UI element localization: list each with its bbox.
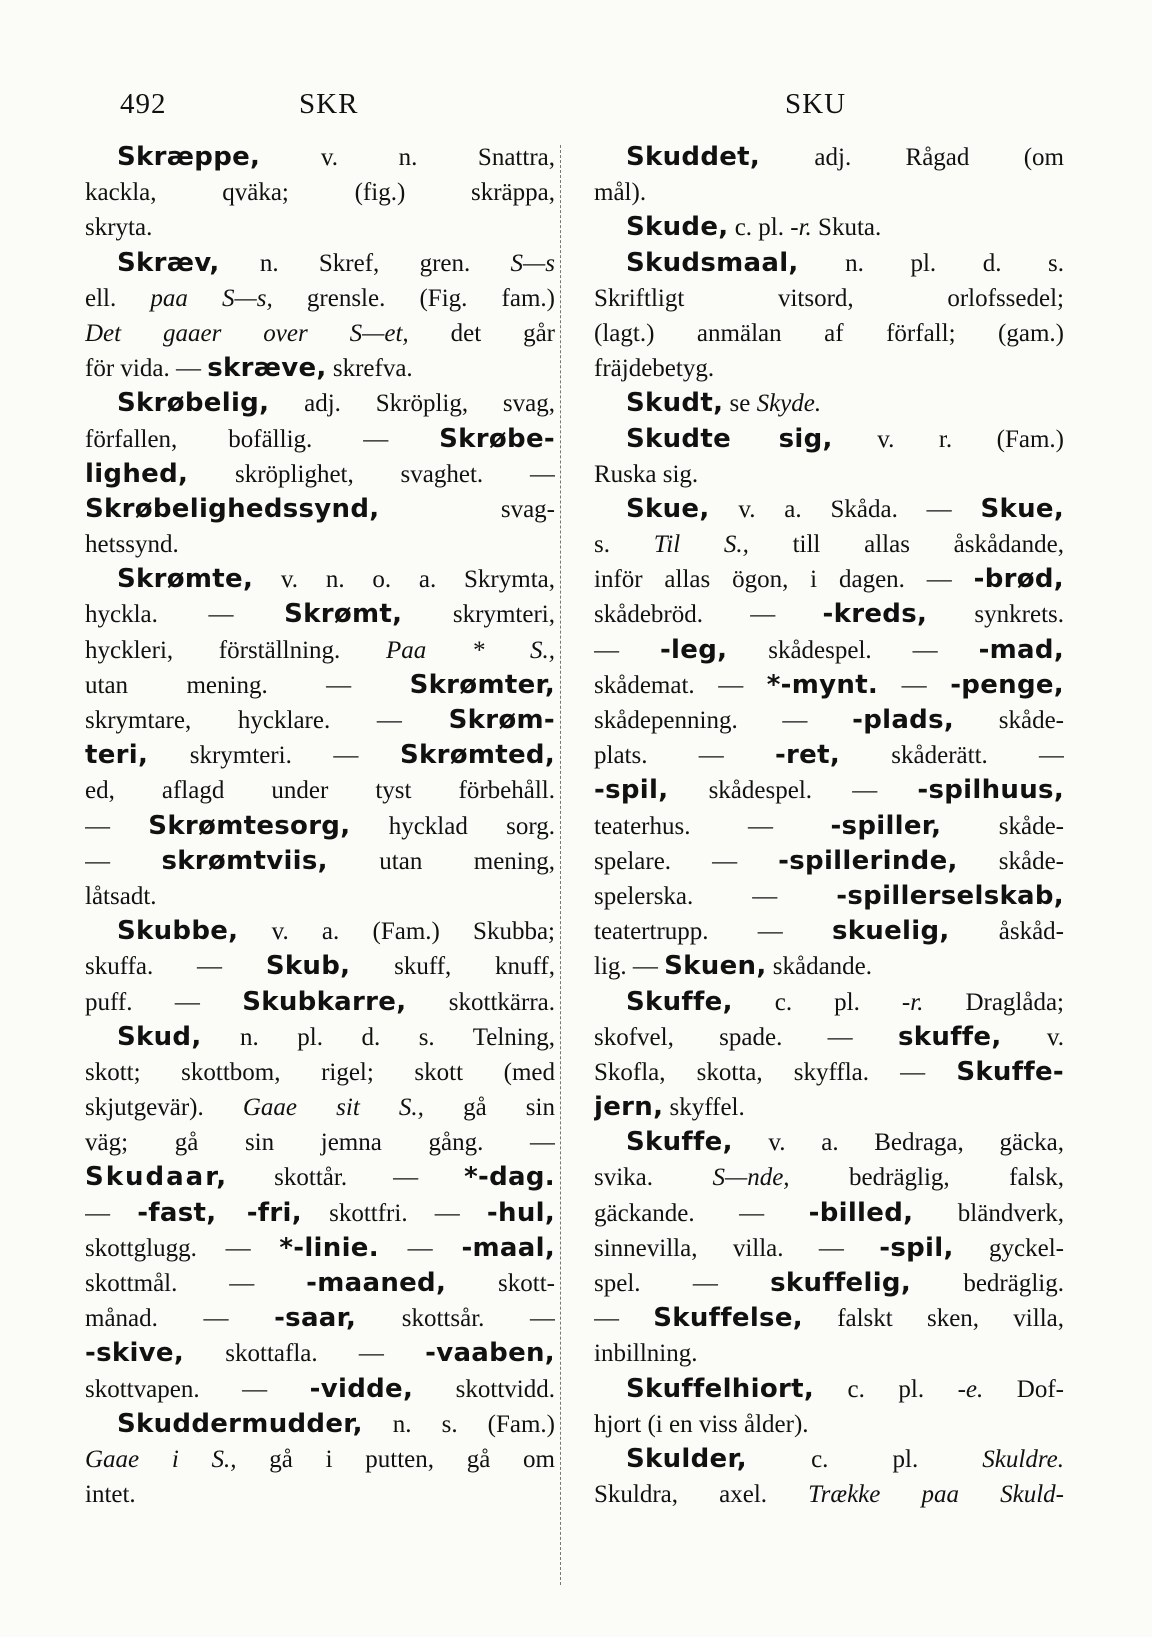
headword: skuelig, [831, 916, 950, 947]
definition-text: v. [1001, 1023, 1064, 1051]
definition-text: Ruska sig. [594, 460, 699, 488]
definition-text: svika. [594, 1164, 713, 1192]
text-line [594, 1196, 1064, 1231]
left-catchword: SKR [299, 88, 359, 120]
definition-text: skåde- [954, 707, 1064, 734]
text-line [594, 1372, 1064, 1407]
definition-text: kackla, qväka; (fig.) skräppa, [85, 179, 555, 207]
definition-text: skottfri. — [301, 1199, 487, 1227]
italic-phrase: Trække paa Skuld- [808, 1481, 1064, 1509]
text-line [594, 809, 1064, 844]
text-line [594, 1477, 1064, 1512]
headword: -fast, -fri, [137, 1197, 302, 1228]
definition-text: bedräglig. [911, 1270, 1064, 1297]
text-line [85, 879, 555, 914]
definition-text: skådepenning. — [594, 707, 853, 734]
text-line [85, 773, 555, 808]
definition-text: skuffa. — [85, 953, 266, 981]
headword: Skrømt, [284, 599, 403, 630]
left-column [85, 140, 555, 1512]
definition-text: skyffel. [663, 1094, 745, 1122]
definition-text: n. s. (Fam.) [362, 1410, 555, 1438]
text-line [85, 1301, 555, 1336]
headword: Skrømter, [409, 669, 555, 700]
definition-text: mål). [594, 179, 647, 207]
definition-text: hetssynd. [85, 531, 179, 559]
headword: *-mynt. [766, 669, 879, 700]
definition-text: v. a. Bedraga, gäcka, [732, 1129, 1064, 1157]
right-catchword: SKU [785, 88, 847, 120]
text-line [85, 1160, 555, 1195]
definition-text: svag- [379, 495, 555, 523]
headword: Skrømtesorg, [148, 810, 351, 841]
definition-text: n. pl. d. s. [798, 249, 1064, 277]
headword: Skulder, [626, 1443, 747, 1474]
definition-text: Skuta. [811, 214, 882, 242]
text-line [594, 1266, 1064, 1301]
definition-text: skådande. [766, 953, 873, 981]
italic-phrase: Paa * S., [385, 636, 555, 664]
headword: -maal, [461, 1232, 555, 1263]
definition-text: n. Skref, gren. [219, 249, 511, 277]
definition-text: skådespel. — [727, 636, 979, 664]
headword: Skrømted, [399, 740, 555, 771]
text-line [85, 351, 555, 386]
headword: -plads, [852, 705, 955, 735]
text-line [594, 1125, 1064, 1160]
italic-phrase: -e. [957, 1375, 984, 1403]
text-line [594, 1336, 1064, 1371]
italic-phrase: Det gaaer over S—et, [85, 319, 409, 347]
italic-phrase: Skuldre. [982, 1445, 1064, 1473]
text-line [85, 386, 555, 421]
text-line [594, 1020, 1064, 1055]
definition-text: skjutgevär). [85, 1094, 243, 1122]
text-line [85, 668, 555, 703]
text-line [85, 1090, 555, 1125]
text-line [594, 562, 1064, 597]
definition-text: Dof- [983, 1375, 1064, 1403]
definition-text: skrymteri, [402, 601, 555, 629]
headword: skuffelig, [770, 1268, 912, 1298]
definition-text: skrymtare, hycklare. — [85, 707, 449, 734]
text-line [85, 527, 555, 562]
italic-phrase: paa S—s, [150, 284, 273, 312]
definition-text: skott; skottbom, rigel; skott (med [85, 1058, 555, 1086]
definition-text: v. n. o. a. Skrymta, [253, 566, 555, 594]
definition-text: låtsadt. [85, 882, 157, 910]
definition-text: skottsår. — [356, 1305, 555, 1333]
text-line [85, 1125, 555, 1160]
text-line [594, 738, 1064, 773]
headword: Skrømte, [117, 564, 254, 595]
text-line [85, 422, 555, 457]
headword: *-dag. [464, 1162, 555, 1193]
text-line [85, 597, 555, 632]
column-divider [560, 145, 561, 1585]
headword: skrømtviis, [161, 845, 328, 876]
headword: -hul, [486, 1197, 555, 1228]
italic-phrase: -r. [790, 214, 812, 242]
definition-text: månad. — [85, 1305, 275, 1333]
text-line [594, 1301, 1064, 1336]
definition-text: åskåd- [949, 918, 1064, 946]
definition-text: skofvel, spade. — [594, 1023, 899, 1051]
definition-text: inför allas ögon, i dagen. — [594, 566, 974, 594]
text-line [594, 914, 1064, 949]
definition-text: Skriftligt vitsord, orlofssedel; [594, 284, 1064, 312]
definition-text: — [85, 1199, 138, 1227]
headword: Skrøm- [448, 705, 555, 735]
headword: Skue, [980, 493, 1064, 524]
headword: -saar, [274, 1303, 357, 1334]
text-line [594, 844, 1064, 879]
definition-text: gå sin [423, 1094, 555, 1122]
text-line [594, 597, 1064, 632]
text-line [85, 210, 555, 245]
definition-text: skuff, knuff, [350, 953, 555, 981]
definition-text: skådemat. — [594, 671, 767, 699]
text-line [85, 316, 555, 351]
headword: -spilhuus, [917, 775, 1064, 806]
headword: Skuffe- [956, 1056, 1064, 1087]
definition-text: — [85, 847, 162, 875]
headword: Skudte sig, [626, 423, 833, 454]
definition-text: ell. [85, 284, 151, 312]
definition-text: skrefva. [326, 355, 413, 383]
text-line [594, 492, 1064, 527]
definition-text: s. [594, 531, 654, 559]
definition-text: utan mening. — [85, 671, 410, 699]
headword: Skud, [117, 1021, 202, 1052]
page-header [0, 88, 1152, 128]
page-number: 492 [120, 88, 167, 120]
headword: Skuffelse, [653, 1303, 803, 1334]
text-line [594, 316, 1064, 351]
definition-text: skottvidd. [413, 1375, 555, 1403]
headword: -leg, [659, 634, 728, 665]
text-line [85, 633, 555, 668]
headword: Skudaar, [85, 1162, 229, 1193]
definition-text: skröplighet, svaghet. — [188, 460, 555, 488]
text-line [594, 773, 1064, 808]
headword: -ret, [774, 740, 841, 771]
text-line [594, 246, 1064, 281]
text-line [594, 175, 1064, 210]
definition-text: — [378, 1234, 462, 1262]
headword: Skuffe, [626, 986, 733, 1017]
headword: Skræv, [117, 247, 220, 278]
headword: Skue, [626, 493, 710, 524]
text-line [85, 457, 555, 492]
text-line [594, 703, 1064, 738]
definition-text: synkrets. [927, 601, 1064, 629]
headword: Skudsmaal, [626, 247, 799, 278]
text-line [85, 1055, 555, 1090]
definition-text: (lagt.) anmälan af förfall; (gam.) [594, 319, 1064, 347]
definition-text: Draglåda; [923, 988, 1064, 1016]
definition-text: n. pl. d. s. Telning, [201, 1023, 555, 1051]
text-line [594, 879, 1064, 914]
italic-phrase: Skyde. [756, 390, 822, 418]
definition-text: c. pl. [814, 1375, 958, 1403]
definition-text: puff. — [85, 988, 243, 1016]
definition-text: — [85, 812, 149, 840]
text-line [594, 422, 1064, 457]
text-line [594, 1231, 1064, 1266]
headword: Skuen, [664, 951, 767, 982]
text-line [594, 527, 1064, 562]
text-line [85, 492, 555, 527]
text-line [594, 281, 1064, 316]
definition-text: c. pl. [746, 1445, 983, 1473]
italic-phrase: S—s [510, 249, 555, 277]
text-line [594, 457, 1064, 492]
definition-text: det går [408, 319, 555, 347]
headword: -penge, [950, 669, 1064, 700]
text-line [594, 633, 1064, 668]
definition-text: ed, aflagd under tyst förbehåll. [85, 777, 555, 805]
text-line [594, 1442, 1064, 1477]
text-line [85, 281, 555, 316]
definition-text: spelerska. — [594, 882, 837, 910]
headword: Skrøbe- [439, 423, 555, 454]
text-line [85, 1477, 555, 1512]
headword: -billed, [808, 1197, 914, 1228]
headword: lighed, [85, 458, 189, 489]
definition-text: hyckleri, förställning. [85, 636, 386, 664]
definition-text: gå i putten, gå om [236, 1445, 555, 1473]
text-line [85, 809, 555, 844]
definition-text: förfallen, bofällig. — [85, 425, 440, 453]
headword: -spil, [594, 775, 669, 806]
headword: -spillerinde, [778, 845, 958, 876]
italic-phrase: Gaae sit S., [242, 1094, 424, 1122]
definition-text: hyckla. — [85, 601, 285, 629]
text-line [85, 1407, 555, 1442]
text-line [85, 738, 555, 773]
definition-text: skott- [446, 1270, 555, 1297]
headword: -maaned, [306, 1268, 447, 1298]
text-line [594, 1055, 1064, 1090]
headword: teri, [85, 740, 149, 771]
headword: -spillerselskab, [836, 880, 1064, 911]
text-line [85, 175, 555, 210]
definition-text: plats. — [594, 742, 775, 770]
headword: skræve, [207, 353, 327, 384]
text-line [85, 562, 555, 597]
headword: Skuddermudder, [117, 1408, 363, 1439]
headword: -brød, [973, 564, 1064, 595]
definition-text: skådespel. — [668, 777, 918, 805]
italic-phrase: Til S., [653, 531, 749, 559]
definition-text: v. a. (Fam.) Skubba; [238, 918, 555, 946]
definition-text: — [878, 671, 951, 699]
headword: Skudt, [626, 388, 724, 419]
definition-text: — [594, 636, 660, 664]
definition-text: skrymteri. — [148, 742, 400, 770]
text-line [594, 351, 1064, 386]
definition-text: adj. Rågad (om [760, 144, 1064, 171]
definition-text: gyckel- [953, 1234, 1064, 1262]
definition-text: teatertrupp. — [594, 918, 832, 946]
definition-text: — [594, 1305, 654, 1333]
headword: -spiller, [830, 810, 942, 841]
headword: -skive, [85, 1338, 185, 1369]
definition-text: spel. — [594, 1270, 771, 1297]
headword: Skuffe, [626, 1127, 733, 1158]
headword: Skubbe, [117, 916, 239, 947]
text-line [594, 140, 1064, 175]
definition-text: spelare. — [594, 847, 779, 875]
definition-text: hjort (i en viss ålder). [594, 1410, 809, 1438]
definition-text: till allas åskådande, [748, 531, 1064, 559]
headword: skuffe, [898, 1021, 1002, 1052]
text-line [594, 949, 1064, 984]
text-line [594, 1160, 1064, 1195]
italic-phrase: -r. [901, 988, 924, 1016]
text-line [85, 1196, 555, 1231]
headword: -vidde, [309, 1373, 414, 1404]
text-line [85, 1442, 555, 1477]
definition-text: utan mening, [327, 847, 555, 875]
headword: -kreds, [822, 599, 928, 630]
definition-text: falskt sken, villa, [802, 1305, 1064, 1333]
definition-text: se [723, 390, 757, 418]
definition-text: c. pl. [732, 988, 902, 1016]
definition-text: grenslе. (Fig. fam.) [272, 284, 555, 312]
italic-phrase: S—nde, [712, 1164, 790, 1192]
headword: -mad, [978, 634, 1064, 665]
definition-text: väg; gå sin jemna gång. — [85, 1129, 555, 1157]
definition-text: skåderätt. — [840, 742, 1064, 770]
headword: *-linie. [279, 1232, 379, 1263]
headword: Skub, [265, 951, 351, 982]
definition-text: gäckande. — [594, 1199, 809, 1227]
text-line [85, 985, 555, 1020]
headword: Skrøbelighedssynd, [85, 493, 380, 524]
text-line [85, 140, 555, 175]
definition-text: skottår. — [228, 1164, 465, 1192]
text-line [85, 1231, 555, 1266]
text-line [85, 914, 555, 949]
headword: Skræppe, [117, 142, 261, 172]
headword: Skuddet, [626, 142, 761, 172]
headword: Skrøbelig, [117, 388, 270, 419]
headword: Skuffelhiort, [626, 1373, 815, 1404]
definition-text: adj. Skröplig, svag, [269, 390, 555, 418]
definition-text: skottkärra. [406, 988, 555, 1016]
definition-text: lig. — [594, 953, 665, 981]
definition-text: teaterhus. — [594, 812, 831, 840]
headword: -spil, [879, 1232, 954, 1263]
definition-text: för vida. — [85, 355, 208, 383]
text-line [594, 985, 1064, 1020]
definition-text: hycklad sorg. [350, 812, 555, 840]
headword: Skubkarre, [242, 986, 407, 1017]
definition-text: skottafla. — [184, 1340, 426, 1368]
definition-text: skåde- [957, 847, 1064, 875]
text-line [85, 1336, 555, 1371]
definition-text: skåde- [941, 812, 1064, 840]
definition-text: skottvapen. — [85, 1375, 310, 1403]
text-line [85, 703, 555, 738]
definition-text: inbillning. [594, 1340, 698, 1368]
definition-text: v. n. Snattra, [260, 144, 555, 171]
headword: -vaaben, [425, 1338, 555, 1369]
definition-text: skryta. [85, 214, 153, 242]
definition-text: sinnevilla, villa. — [594, 1234, 880, 1262]
definition-text: bedräglig, falsk, [789, 1164, 1064, 1192]
text-line [85, 246, 555, 281]
text-line [85, 1266, 555, 1301]
definition-text: v. a. Skåda. — [709, 495, 981, 523]
definition-text: c. pl. [728, 214, 791, 242]
text-line [85, 1020, 555, 1055]
right-column [594, 140, 1064, 1512]
text-line [594, 668, 1064, 703]
text-line [85, 1372, 555, 1407]
definition-text: intet. [85, 1481, 136, 1509]
text-line [594, 386, 1064, 421]
text-line [85, 949, 555, 984]
text-line [594, 1407, 1064, 1442]
definition-text: Skofla, skotta, skyffla. — [594, 1058, 957, 1086]
text-line [594, 1090, 1064, 1125]
definition-text: skådebröd. — [594, 601, 823, 629]
text-line [85, 844, 555, 879]
italic-phrase: Gaae i S., [85, 1445, 237, 1473]
definition-text: Skuldra, axel. [594, 1481, 809, 1509]
definition-text: bländverk, [913, 1199, 1064, 1227]
definition-text: v. r. (Fam.) [832, 425, 1064, 453]
headword: jern, [594, 1092, 664, 1123]
headword: Skude, [626, 212, 729, 243]
definition-text: skottglugg. — [85, 1234, 280, 1262]
definition-text: fräjdebetyg. [594, 355, 715, 383]
definition-text: skottmål. — [85, 1270, 307, 1297]
text-line [594, 210, 1064, 245]
